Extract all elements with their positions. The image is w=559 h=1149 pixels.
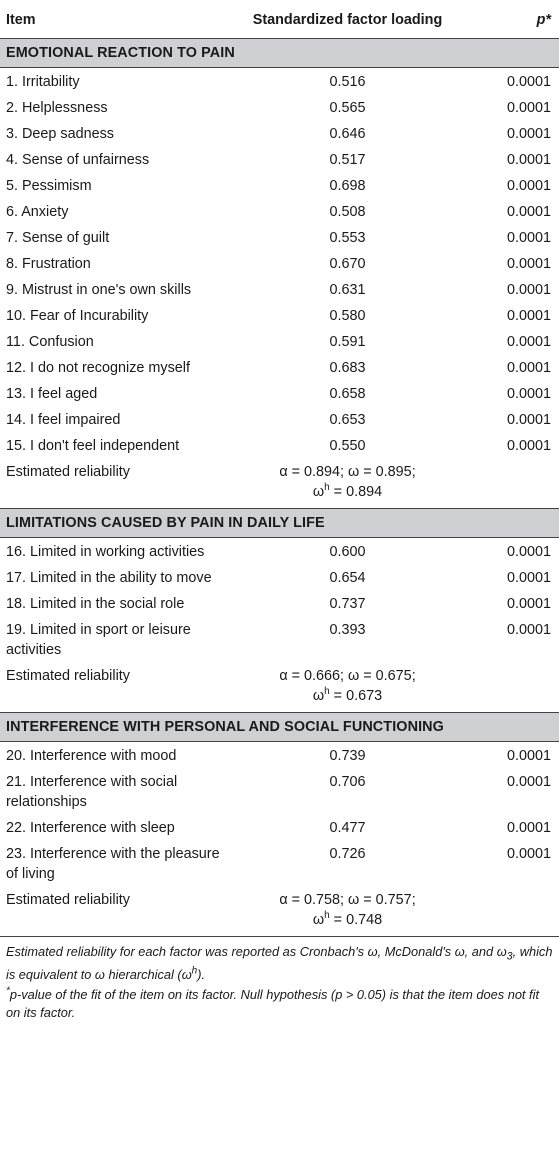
- footnote-text: p-value of the fit of the item on its factor. Null hypothesis (p > 0.05) is that the item does not fit on its factor.: [6, 986, 539, 1020]
- cell-loading: 0.631: [329, 282, 366, 298]
- reliability-line2: = 0.673: [329, 688, 383, 704]
- table-footnotes: [0, 937, 559, 1022]
- cell-p: 0.0001: [506, 412, 551, 428]
- table-body: [0, 39, 559, 937]
- cell-p: 0.0001: [506, 570, 551, 586]
- cell-p: 0.0001: [506, 544, 551, 560]
- reliability-row: [0, 886, 559, 937]
- footnote-text: , which is equivalent to ω hierarchical (ω: [6, 944, 553, 982]
- cell-p: 0.0001: [506, 438, 551, 454]
- cell-p: 0.0001: [506, 820, 551, 836]
- cell-loading: 0.646: [329, 126, 366, 142]
- cell-loading: 0.739: [329, 748, 366, 764]
- cell-loading: 0.658: [329, 386, 366, 402]
- table-row: [0, 538, 559, 565]
- cell-loading: 0.393: [329, 622, 366, 638]
- cell-p: 0.0001: [506, 126, 551, 142]
- table-row: [0, 840, 559, 886]
- table-row: [0, 120, 559, 146]
- table-row: [0, 146, 559, 172]
- table-row: [0, 250, 559, 276]
- table-row: [0, 68, 559, 95]
- cell-loading: 0.737: [329, 596, 366, 612]
- omega-h-symbol: ω: [312, 688, 325, 704]
- cell-p: 0.0001: [506, 748, 551, 764]
- cell-loading: 0.683: [329, 360, 366, 376]
- cell-item: 16. Limited in working activities: [6, 544, 205, 560]
- omega-h-symbol: ω: [312, 912, 325, 928]
- reliability-row: [0, 662, 559, 713]
- table-row: [0, 198, 559, 224]
- cell-item: 6. Anxiety: [6, 204, 69, 220]
- cell-p: 0.0001: [506, 204, 551, 220]
- reliability-empty: [459, 662, 559, 713]
- table-row: [0, 172, 559, 198]
- cell-p: 0.0001: [506, 74, 551, 90]
- cell-item: 3. Deep sadness: [6, 126, 115, 142]
- cell-loading: 0.565: [329, 100, 366, 116]
- cell-item: 19. Limited in sport or leisure activities: [6, 622, 191, 658]
- cell-loading: 0.654: [329, 570, 366, 586]
- omega-h-symbol: ω: [312, 484, 325, 500]
- table-row: [0, 276, 559, 302]
- section-header-row: [0, 39, 559, 68]
- cell-item: 13. I feel aged: [6, 386, 98, 402]
- footnote-text: Estimated reliability for each factor was reported as Cronbach's ω, McDonald's ω, and ω: [6, 944, 507, 959]
- cell-loading: 0.726: [329, 846, 366, 862]
- cell-p: 0.0001: [506, 334, 551, 350]
- cell-p: 0.0001: [506, 386, 551, 402]
- cell-item: 4. Sense of unfairness: [6, 152, 150, 168]
- cell-item: 8. Frustration: [6, 256, 91, 272]
- reliability-line1: α = 0.758; ω = 0.757;: [279, 892, 416, 908]
- reliability-line2: = 0.748: [329, 912, 383, 928]
- cell-p: 0.0001: [506, 152, 551, 168]
- cell-item: 7. Sense of guilt: [6, 230, 110, 246]
- cell-item: 5. Pessimism: [6, 178, 92, 194]
- cell-loading: 0.653: [329, 412, 366, 428]
- cell-item: 9. Mistrust in one's own skills: [6, 282, 192, 298]
- reliability-empty: [459, 458, 559, 509]
- cell-loading: 0.508: [329, 204, 366, 220]
- cell-p: 0.0001: [506, 622, 551, 638]
- table-row: [0, 590, 559, 616]
- cell-loading: 0.516: [329, 74, 366, 90]
- cell-p: 0.0001: [506, 178, 551, 194]
- footnote-reliability: [6, 943, 553, 984]
- cell-item: 10. Fear of Incurability: [6, 308, 149, 324]
- cell-loading: 0.550: [329, 438, 366, 454]
- reliability-values: [236, 662, 459, 713]
- table-row: [0, 94, 559, 120]
- footnote-sup: h: [191, 965, 198, 977]
- cell-loading: 0.477: [329, 820, 366, 836]
- section-header-row: [0, 713, 559, 742]
- omega-h-sup: h: [324, 686, 330, 698]
- cell-item: 20. Interference with mood: [6, 748, 177, 764]
- cell-item: 18. Limited in the social role: [6, 596, 185, 612]
- section-title: LIMITATIONS CAUSED BY PAIN IN DAILY LIFE: [0, 509, 559, 538]
- footnote-pvalue: [6, 986, 553, 1022]
- table-row: [0, 814, 559, 840]
- header-loading: Standardized factor loading: [236, 0, 459, 39]
- cell-item: 17. Limited in the ability to move: [6, 570, 212, 586]
- cell-loading: 0.600: [329, 544, 366, 560]
- table-row: [0, 432, 559, 458]
- cell-p: 0.0001: [506, 308, 551, 324]
- footnote-sub: 3: [506, 950, 513, 963]
- section-title: EMOTIONAL REACTION TO PAIN: [0, 39, 559, 68]
- table-row: [0, 616, 559, 662]
- cell-loading: 0.706: [329, 774, 366, 790]
- cell-item: 11. Confusion: [6, 334, 94, 350]
- cell-item: 15. I don't feel independent: [6, 438, 180, 454]
- cell-item: 1. Irritability: [6, 74, 80, 90]
- table-row: [0, 224, 559, 250]
- reliability-row: [0, 458, 559, 509]
- section-title: INTERFERENCE WITH PERSONAL AND SOCIAL FUNCTIONING: [0, 713, 559, 742]
- cell-loading: 0.670: [329, 256, 366, 272]
- cell-item: 12. I do not recognize myself: [6, 360, 190, 376]
- reliability-line1: α = 0.666; ω = 0.675;: [279, 668, 416, 684]
- cell-item: 14. I feel impaired: [6, 412, 121, 428]
- omega-h-sup: h: [324, 910, 330, 922]
- cell-p: 0.0001: [506, 596, 551, 612]
- cell-loading: 0.698: [329, 178, 366, 194]
- footnote-star: *: [6, 985, 10, 997]
- reliability-label: Estimated reliability: [6, 464, 130, 480]
- header-item: Item: [0, 0, 236, 39]
- table-row: [0, 564, 559, 590]
- reliability-line2: = 0.894: [329, 484, 383, 500]
- cell-loading: 0.517: [329, 152, 366, 168]
- omega-h-sup: h: [324, 482, 330, 494]
- cell-item: 21. Interference with social relationships: [6, 774, 178, 810]
- cell-p: 0.0001: [506, 360, 551, 376]
- cell-p: 0.0001: [506, 282, 551, 298]
- reliability-values: [236, 458, 459, 509]
- table-row: [0, 302, 559, 328]
- header-row: [0, 0, 559, 39]
- cell-loading: 0.553: [329, 230, 366, 246]
- table-row: [0, 354, 559, 380]
- cell-item: 23. Interference with the pleasure of living: [6, 846, 220, 882]
- reliability-empty: [459, 886, 559, 937]
- cell-p: 0.0001: [506, 100, 551, 116]
- table-row: [0, 768, 559, 814]
- cell-item: 2. Helplessness: [6, 100, 108, 116]
- cell-item: 22. Interference with sleep: [6, 820, 175, 836]
- table-row: [0, 742, 559, 769]
- cell-p: 0.0001: [506, 774, 551, 790]
- cell-loading: 0.591: [329, 334, 366, 350]
- reliability-line1: α = 0.894; ω = 0.895;: [279, 464, 416, 480]
- header-p: p*: [459, 0, 559, 39]
- table-row: [0, 328, 559, 354]
- section-header-row: [0, 509, 559, 538]
- cell-p: 0.0001: [506, 256, 551, 272]
- table-row: [0, 406, 559, 432]
- reliability-values: [236, 886, 459, 937]
- cell-loading: 0.580: [329, 308, 366, 324]
- reliability-label: Estimated reliability: [6, 668, 130, 684]
- footnote-text: ).: [197, 966, 206, 982]
- cell-p: 0.0001: [506, 846, 551, 862]
- cell-p: 0.0001: [506, 230, 551, 246]
- table-row: [0, 380, 559, 406]
- reliability-label: Estimated reliability: [0, 886, 236, 937]
